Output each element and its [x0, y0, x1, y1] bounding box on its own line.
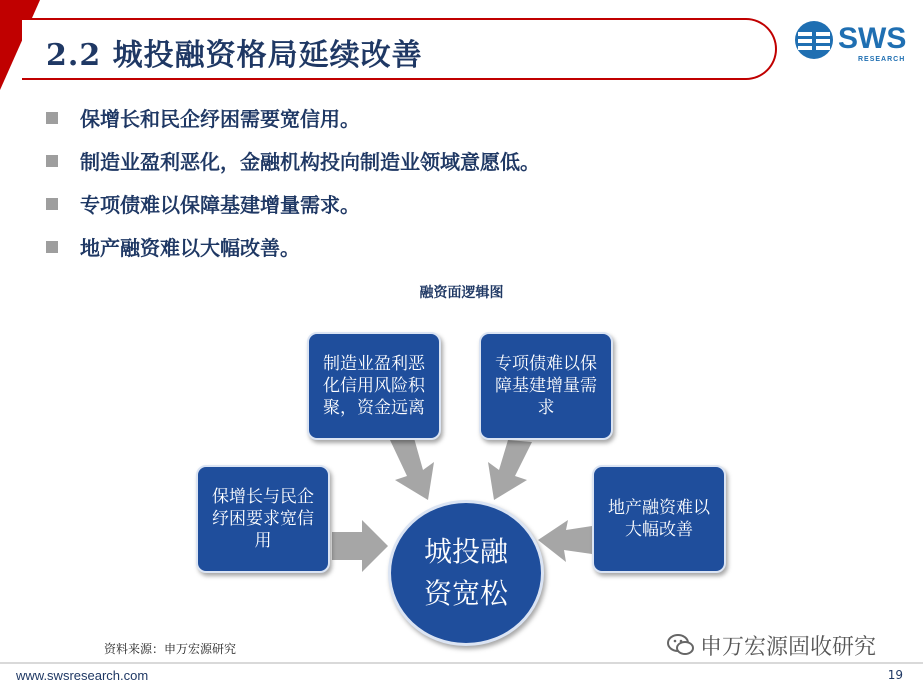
- logo-subtext: RESEARCH: [858, 56, 906, 63]
- bullet-text: 专项债难以保障基建增量需求。: [80, 193, 360, 217]
- box-top-left: [307, 332, 441, 440]
- page-number: 19: [887, 668, 903, 682]
- footer-url-link[interactable]: www.swsresearch.com: [16, 668, 149, 683]
- page-title: 2.2 城投融资格局延续改善: [46, 38, 423, 73]
- box-top-right-text: 专项债难以保障基建增量需求: [495, 354, 597, 418]
- arrow-left-to-center: [332, 520, 388, 572]
- source-note: 资料来源：申万宏源研究: [104, 642, 237, 656]
- watermark-text: 申万宏源固收研究: [700, 635, 877, 660]
- diagram-title: 融资面逻辑图: [419, 285, 504, 301]
- center-circle-text: 城投融资宽松: [423, 535, 508, 610]
- box-top-left-text: 制造业盈利恶化信用风险积聚，资金远离: [323, 354, 425, 418]
- arrow-topright-to-center: [488, 440, 532, 500]
- bullet-text: 保增长和民企纾困需要宽信用。: [80, 107, 360, 131]
- bullet-text: 制造业盈利恶化，金融机构投向制造业领域意愿低。: [80, 150, 540, 174]
- center-circle: [388, 500, 544, 646]
- box-left-text: 保增长与民企纾困要求宽信用: [212, 487, 314, 551]
- bullet-text: 地产融资难以大幅改善。: [80, 236, 300, 260]
- box-right-text: 地产融资难以大幅改善: [608, 498, 710, 540]
- wechat-icon: [666, 630, 696, 660]
- arrow-right-to-center: [538, 520, 592, 562]
- box-top-right: [479, 332, 613, 440]
- logo-text: SWS: [838, 22, 907, 55]
- arrow-topleft-to-center: [390, 438, 434, 500]
- box-right: [592, 465, 726, 573]
- box-left: [196, 465, 330, 573]
- footer-divider: [0, 662, 923, 664]
